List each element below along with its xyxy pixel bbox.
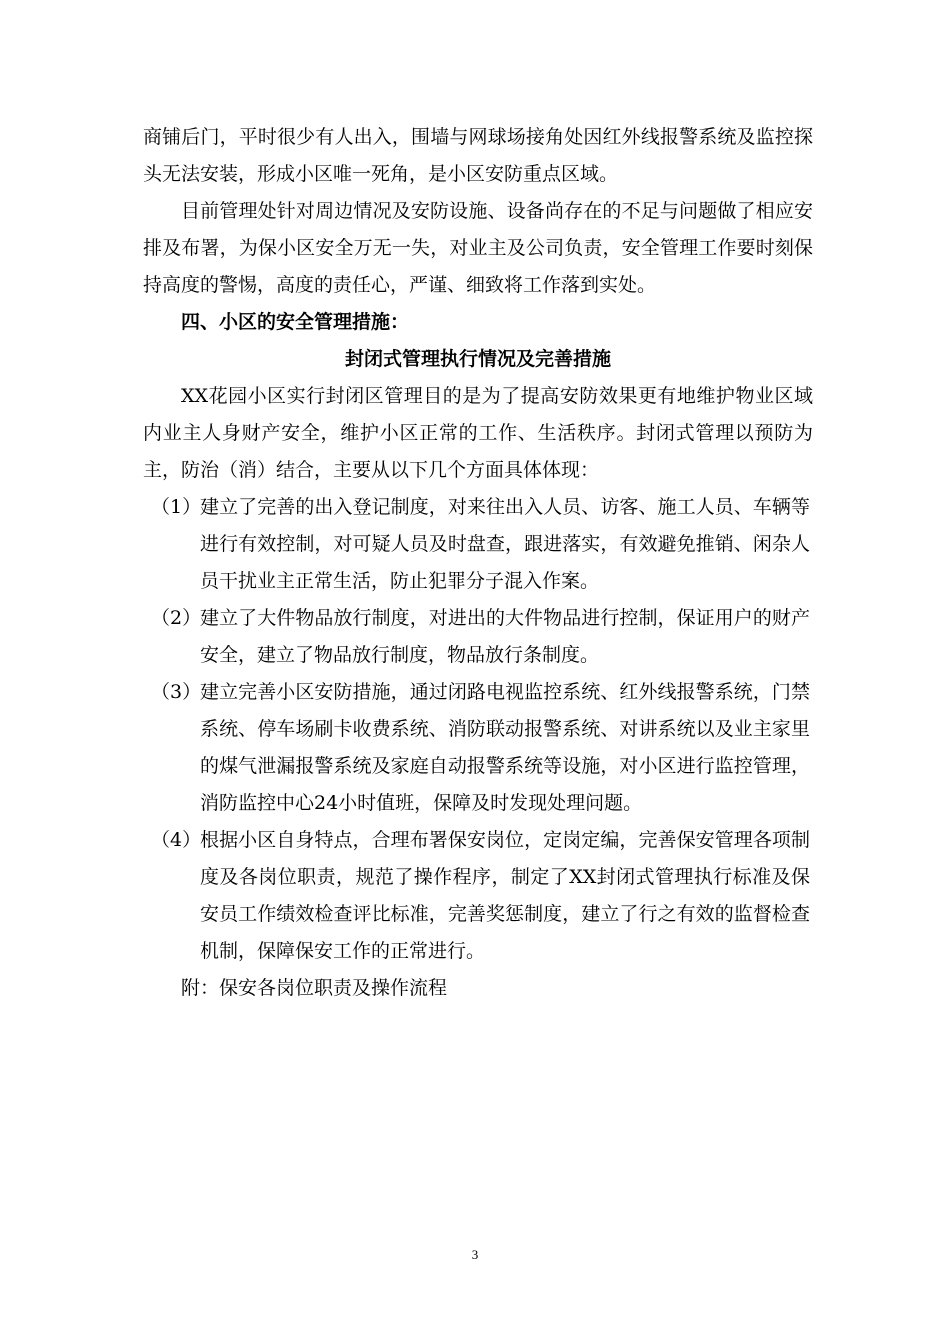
intro-paragraph: XX花园小区实行封闭区管理目的是为了提高安防效果更有地维护物业区域内业主人身财产安全，维护小区正常的工作、生活秩序。封闭式管理以预防为主，防治（消）结合，主要从以下几个方面具体体现： xyxy=(143,385,813,481)
sub-heading: 封闭式管理执行情况及完善措施 xyxy=(344,348,611,370)
paragraph-shop-back-door: 商铺后门，平时很少有人出入，围墙与网球场接角处因红外线报警系统及监控探头无法安装，形成小区唯一死角，是小区安防重点区域。 xyxy=(143,126,813,185)
section-heading: 四、小区的安全管理措施： xyxy=(181,311,410,333)
list-item-number: （1） xyxy=(151,496,202,518)
appendix-note: 附：保安各岗位职责及操作流程 xyxy=(181,977,448,999)
list-item-text: 建立完善小区安防措施，通过闭路电视监控系统、红外线报警系统，门禁系统、停车场刷卡收费系统、消防联动报警系统、对讲系统以及业主家里的煤气泄漏报警系统及家庭自动报警系统等设施，对小区进行监控管理，消防监控中心24小时值班，保障及时发现处理问题。 xyxy=(200,681,810,814)
list-item-number: （2） xyxy=(151,607,202,629)
list-item-number: （4） xyxy=(151,829,202,851)
list-item-text: 建立了完善的出入登记制度，对来往出入人员、访客、施工人员、车辆等进行有效控制，对可疑人员及时盘查，跟进落实，有效避免推销、闲杂人员干扰业主正常生活，防止犯罪分子混入作案。 xyxy=(200,496,810,592)
list-item-text: 建立了大件物品放行制度，对进出的大件物品进行控制，保证用户的财产安全，建立了物品放行制度，物品放行条制度。 xyxy=(200,607,810,666)
paragraph-management-arrangement: 目前管理处针对周边情况及安防设施、设备尚存在的不足与问题做了相应安排及布署，为保小区安全万无一失，对业主及公司负责，安全管理工作要时刻保持高度的警惕，高度的责任心，严谨、细致将工作落到实处。 xyxy=(143,200,813,296)
list-item-number: （3） xyxy=(151,681,202,703)
page-number: 3 xyxy=(471,1247,479,1262)
list-item-text: 根据小区自身特点，合理布署保安岗位，定岗定编，完善保安管理各项制度及各岗位职责，规范了操作程序，制定了XX封闭式管理执行标准及保安员工作绩效检查评比标准，完善奖惩制度，建立了行之有效的监督检查机制，保障保安工作的正常进行。 xyxy=(200,829,810,962)
